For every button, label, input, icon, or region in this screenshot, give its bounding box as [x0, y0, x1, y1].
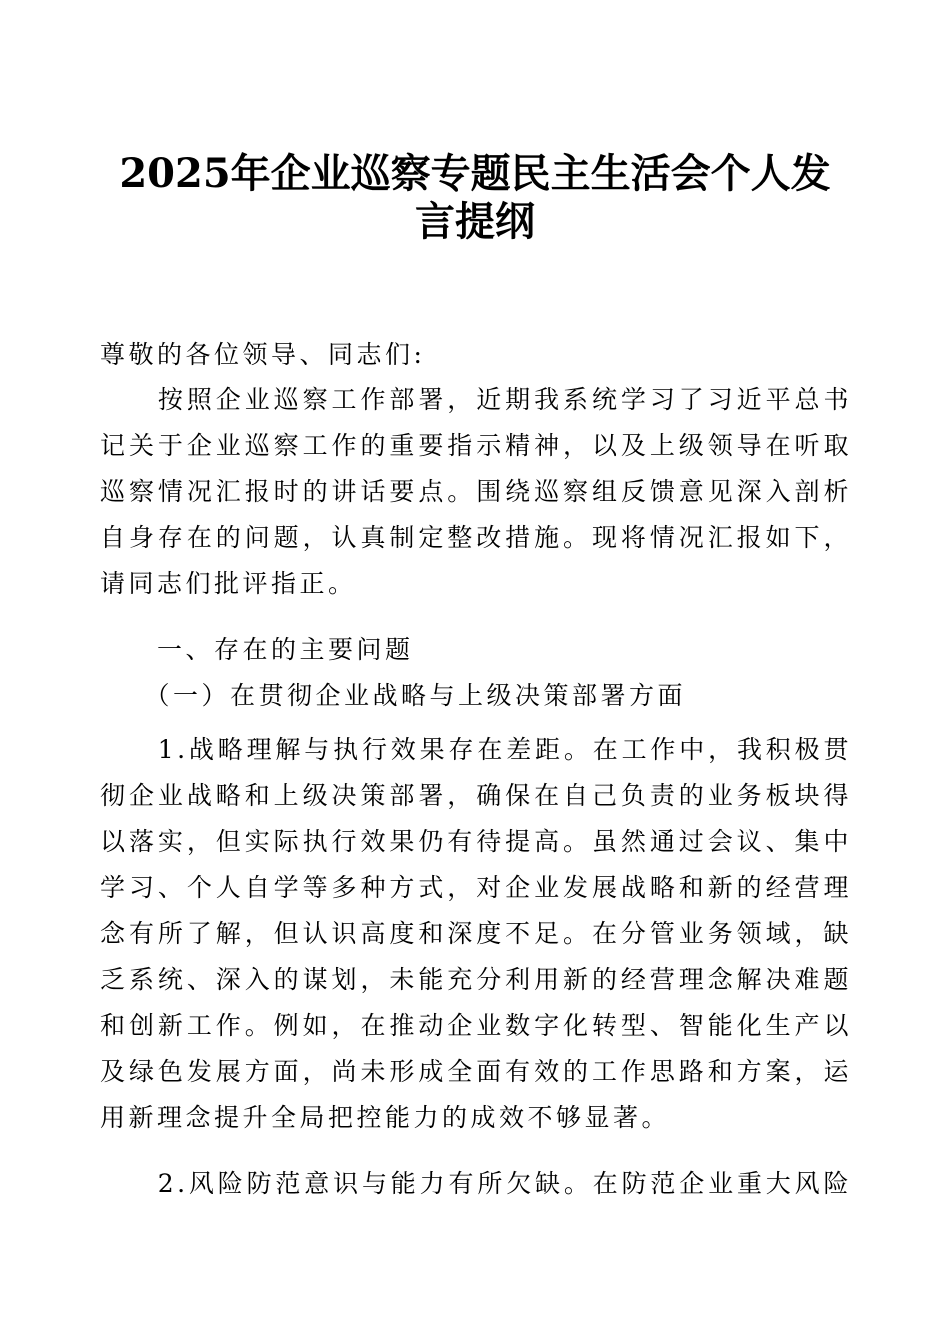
section-heading: 一、存在的主要问题: [100, 635, 414, 664]
paragraph-line: 乏系统、深入的谋划，未能充分利用新的经营理念解决难题: [100, 965, 852, 994]
paragraph-line: 巡察情况汇报时的讲话要点。围绕巡察组反馈意见深入剖析: [100, 477, 852, 506]
document-title-line-2: 言提纲: [415, 198, 535, 245]
paragraph-line: 请同志们批评指正。: [100, 569, 357, 598]
paragraph-line: 记关于企业巡察工作的重要指示精神，以及上级领导在听取: [100, 431, 852, 460]
salutation: 尊敬的各位领导、同志们:: [100, 340, 426, 369]
paragraph-line: 用新理念提升全局把控能力的成效不够显著。: [100, 1103, 671, 1132]
paragraph-line: 以落实，但实际执行效果仍有待提高。虽然通过会议、集中: [100, 827, 852, 856]
paragraph-line: 和创新工作。例如，在推动企业数字化转型、智能化生产以: [100, 1011, 852, 1040]
paragraph-line: 自身存在的问题，认真制定整改措施。现将情况汇报如下，: [100, 523, 852, 552]
document-title-line-1: 2025年企业巡察专题民主生活会个人发: [119, 150, 831, 197]
paragraph-line: 按照企业巡察工作部署，近期我系统学习了习近平总书: [100, 385, 852, 414]
paragraph-line: 1.战略理解与执行效果存在差距。在工作中，我积极贯: [100, 735, 852, 764]
paragraph-line: 2.风险防范意识与能力有所欠缺。在防范企业重大风险: [100, 1169, 852, 1198]
paragraph-line: 学习、个人自学等多种方式，对企业发展战略和新的经营理: [100, 873, 852, 902]
paragraph-line: 念有所了解，但认识高度和深度不足。在分管业务领域，缺: [100, 919, 852, 948]
paragraph-line: 及绿色发展方面，尚未形成全面有效的工作思路和方案，运: [100, 1057, 852, 1086]
subsection-heading: （一）在贯彻企业战略与上级决策部署方面: [100, 681, 687, 710]
paragraph-line: 彻企业战略和上级决策部署，确保在自己负责的业务板块得: [100, 781, 852, 810]
